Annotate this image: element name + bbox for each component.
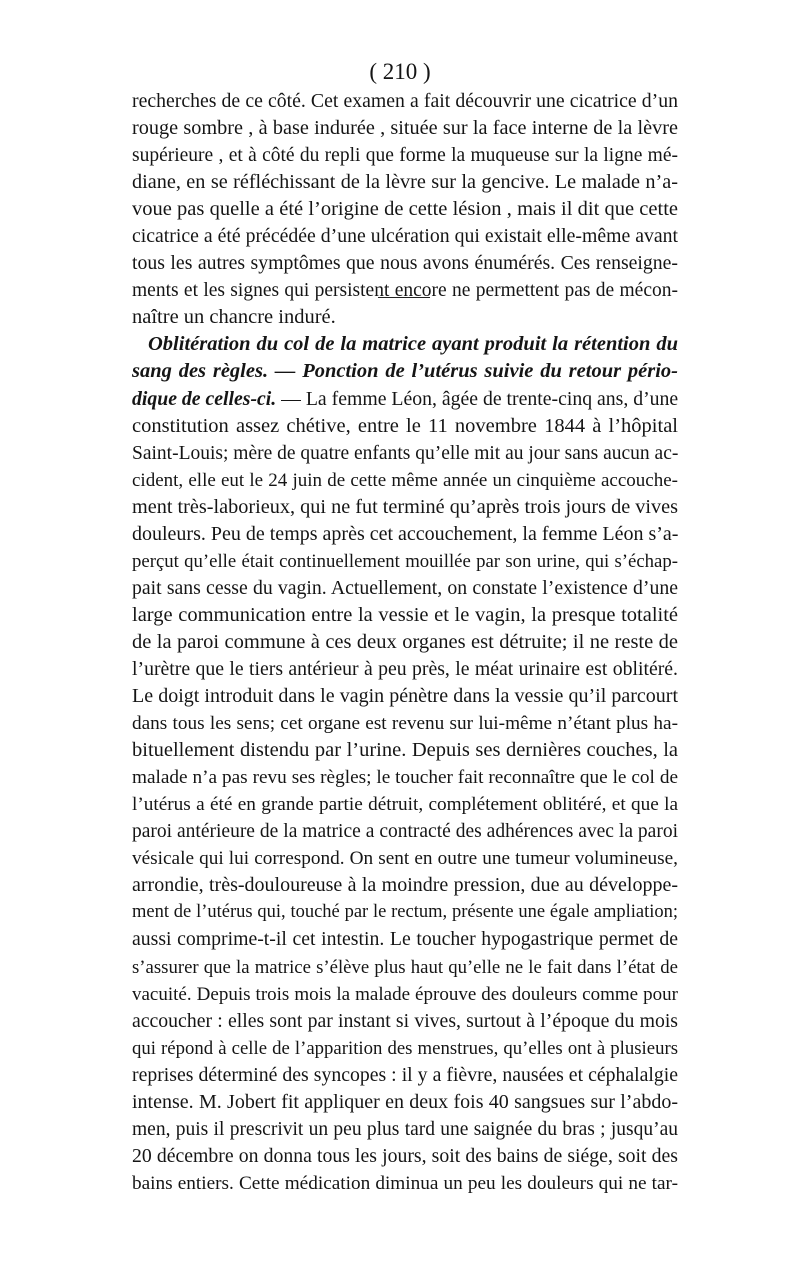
- text-line: Saint-Louis; mère de quatre enfants qu’elle mit au jour sans aucun ac-: [132, 442, 679, 464]
- text-line: intense. M. Jobert fit appliquer en deux fois 40 sangsues sur l’abdo-: [132, 1090, 678, 1113]
- text-line: vacuité. Depuis trois mois la malade éprouve des douleurs comme pour: [132, 983, 678, 1005]
- text-line: rouge sombre , à base indurée , située sur la face interne de la lèvre: [132, 117, 678, 140]
- text-line: s’assurer que la matrice s’élève plus haut qu’elle ne le fait dans l’état de: [132, 956, 678, 978]
- text-line: pait sans cesse du vagin. Actuellement, on constate l’existence d’une: [132, 576, 678, 599]
- text-line: perçut qu’elle était continuellement mouillée par son urine, qui s’échap-: [132, 550, 678, 572]
- text-line: ment de l’utérus qui, touché par le rectum, présente une égale ampliation;: [132, 902, 678, 923]
- text-line: supérieure , et à côté du repli que forme la muqueuse sur la ligne mé-: [132, 145, 678, 167]
- text-line: cicatrice a été précédée d’une ulcération qui existait elle-même avant: [132, 225, 678, 248]
- text-line: Le doigt introduit dans le vagin pénètre dans la vessie qu’il parcourt: [132, 685, 678, 708]
- text-line: cident, elle eut le 24 juin de cette même année un cinquième accouche-: [132, 469, 678, 491]
- text-line: l’urètre que le tiers antérieur à peu près, le méat urinaire est oblitéré.: [132, 657, 678, 680]
- text-line: men, puis il prescrivit un peu plus tard une saignée du bras ; jusqu’au: [132, 1118, 678, 1140]
- text-line: accoucher : elles sont par instant si vives, surtout à l’époque du mois: [132, 1009, 678, 1032]
- text-line: bituellement distendu par l’urine. Depuis ses dernières couches, la: [132, 739, 678, 762]
- text-line: arrondie, très-douloureuse à la moindre pression, due au développe-: [132, 874, 678, 897]
- text-line: douleurs. Peu de temps après cet accouchement, la femme Léon s’a-: [132, 522, 679, 545]
- text-line: dans tous les sens; cet organe est revenu sur lui-même n’étant plus ha-: [132, 713, 678, 735]
- text-line: aussi comprime-t-il cet intestin. Le toucher hypogastrique permet de: [132, 928, 678, 951]
- text-line: large communication entre la vessie et le vagin, la presque totalité: [132, 603, 678, 626]
- text-line: malade n’a pas revu ses règles; le toucher fait reconnaître que le col de: [132, 767, 678, 789]
- text-line: paroi antérieure de la matrice a contracté des adhérences avec la paroi: [132, 821, 678, 843]
- text-line: de la paroi commune à ces deux organes est détruite; il ne reste de: [132, 630, 678, 653]
- text-line: dique de celles-ci. — La femme Léon, âgée de trente-cinq ans, d’une: [132, 387, 679, 410]
- text-line: diane, en se réfléchissant de la lèvre sur la gencive. Le malade n’a-: [132, 171, 678, 194]
- text-line: recherches de ce côté. Cet examen a fait découvrir une cicatrice d’un: [132, 90, 678, 112]
- body-text: [132, 88, 678, 1197]
- page-number: ( 210 ): [369, 59, 431, 84]
- section-separator-rule: [378, 297, 430, 298]
- text-line: l’utérus a été en grande partie détruit, complétement oblitéré, et que la: [132, 794, 678, 816]
- text-line: 20 décembre on donna tous les jours, soit des bains de siége, soit des: [132, 1144, 678, 1167]
- text-line: naître un chancre induré.: [132, 306, 336, 329]
- text-line: reprises déterminé des syncopes : il y a fièvre, nausées et céphalalgie: [132, 1063, 678, 1086]
- section-heading-line: Oblitération du col de la matrice ayant produit la rétention du: [148, 333, 678, 356]
- section-heading-end: dique de celles-ci.: [132, 387, 277, 410]
- text-line: qui répond à celle de l’apparition des menstrues, qu’elles ont à plusieurs: [132, 1037, 678, 1059]
- text-line: tous les autres symptômes que nous avons énumérés. Ces renseigne-: [132, 252, 678, 275]
- text-line: vésicale qui lui correspond. On sent en outre une tumeur volumineuse,: [132, 848, 678, 870]
- text-line: constitution assez chétive, entre le 11 novembre 1844 à l’hôpital: [132, 414, 678, 437]
- text-line: ment très-laborieux, qui ne fut terminé qu’après trois jours de vives: [132, 495, 679, 518]
- text-line: voue pas quelle a été l’origine de cette lésion , mais il dit que cette: [132, 198, 678, 221]
- section-heading-line: sang des règles. — Ponction de l’utérus suivie du retour pério-: [132, 360, 678, 383]
- text-line: bains entiers. Cette médication diminua un peu les douleurs qui ne tar-: [132, 1172, 678, 1194]
- text-line: ments et les signes qui persistent encore ne permettent pas de mécon-: [132, 280, 678, 302]
